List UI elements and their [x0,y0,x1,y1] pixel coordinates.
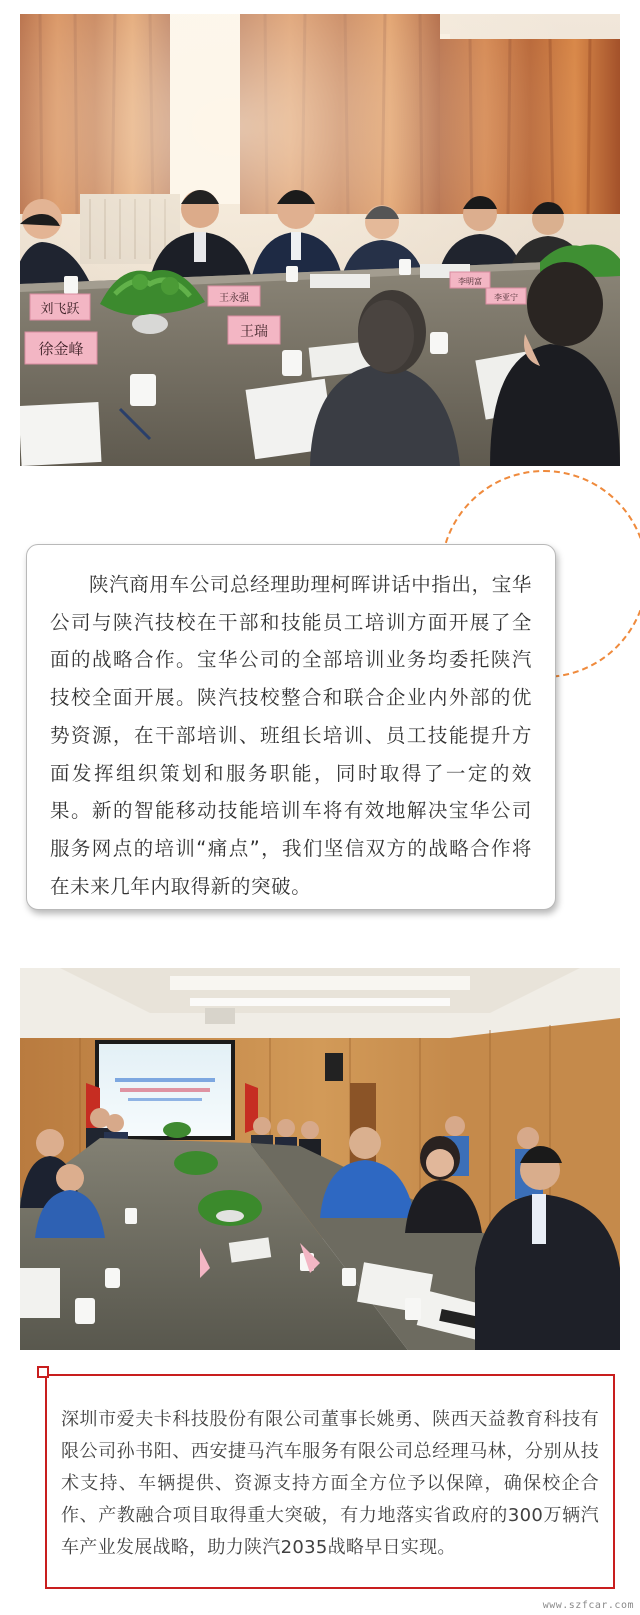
name-card-2 [25,332,97,364]
corner-square-decoration [37,1366,49,1378]
quote-card-1 [26,544,556,910]
name-card-3 [208,286,260,306]
quote-card-1-text: 陕汽商用车公司总经理助理柯晖讲话中指出，宝华公司与陕汽技校在干部和技能员工培训方面开展了全面的战略合作。宝华公司的全部培训业务均委托陕汽技校全面开展。陕汽技校整合和联合企业内外部的优势资源，在干部培训、班组长培训、员工技能提升方面发挥组织策划和服务职能，同时取得了一定的效果。新的智能移动技能培训车将有效地解决宝华公司服务网点的培训“痛点”，我们坚信双方的战略合作将在未来几年内取得新的突破。 [50,573,532,898]
site-watermark: www.szfcar.com [542,1600,634,1611]
meeting-photo-2 [20,968,620,1350]
name-card-5 [450,272,490,288]
svg-text:李亚宁: 李亚宁 [494,293,518,302]
svg-text:王永强: 王永强 [219,293,249,304]
svg-text:李明富: 李明富 [458,277,482,286]
svg-text:刘飞跃: 刘飞跃 [40,302,80,317]
quote-card-2-text: 深圳市爱夫卡科技股份有限公司董事长姚勇、陕西天益教育科技有限公司孙书阳、西安捷马汽车服务有限公司总经理马林，分别从技术支持、车辆提供、资源支持方面全方位予以保障，确保校企合作、产教融合项目取得重大突破，有力地落实省政府的300万辆汽车产业发展战略，助力陕汽2035战略早日实现。 [61,1409,599,1558]
name-card-6 [486,288,526,304]
name-card-1 [30,294,90,320]
svg-text:王瑞: 王瑞 [240,324,268,340]
name-card-4 [228,316,280,344]
meeting-photo-1 [20,14,620,466]
quote-card-2 [45,1374,615,1589]
svg-text:徐金峰: 徐金峰 [38,340,84,358]
